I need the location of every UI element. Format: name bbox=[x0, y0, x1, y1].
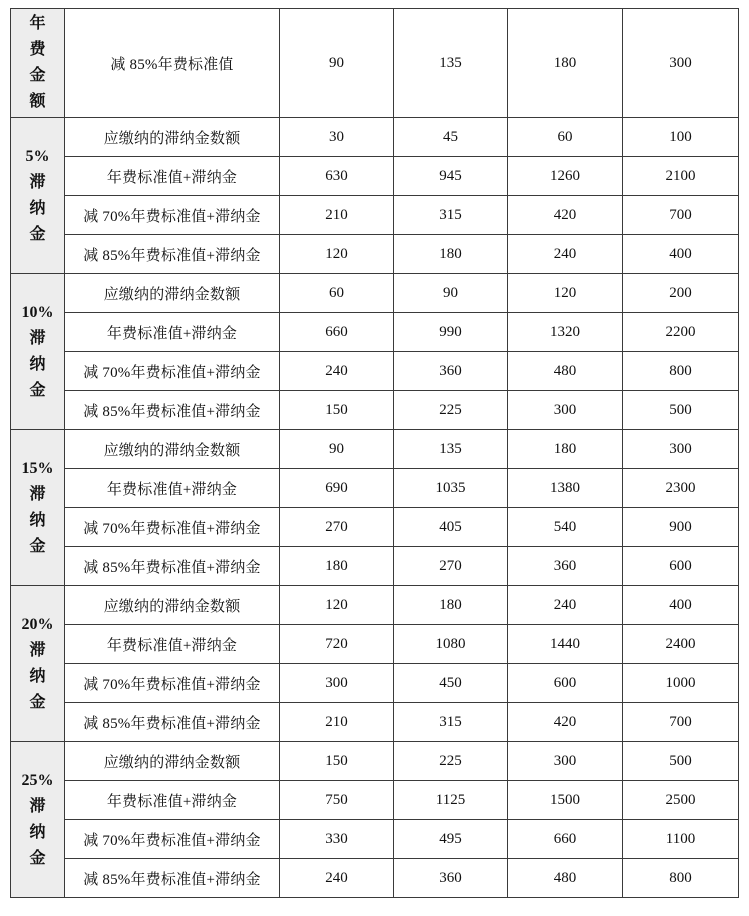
group-label-line: 纳 bbox=[29, 667, 46, 685]
value-cell: 150 bbox=[280, 391, 394, 430]
value-cell: 300 bbox=[280, 664, 394, 703]
value-cell: 630 bbox=[280, 157, 394, 196]
value-cell: 200 bbox=[623, 274, 739, 313]
group-label-line: 滞 bbox=[29, 485, 46, 503]
table-row bbox=[11, 352, 739, 391]
value-cell: 800 bbox=[623, 859, 739, 898]
value-cell: 450 bbox=[394, 664, 508, 703]
value-cell: 990 bbox=[394, 313, 508, 352]
row-label: 应缴纳的滞纳金数额 bbox=[65, 586, 280, 625]
value-cell: 420 bbox=[508, 196, 623, 235]
group-label-line: 滞 bbox=[29, 797, 46, 815]
row-label: 减 85%年费标准值+滞纳金 bbox=[65, 391, 280, 430]
group-label-line: 20% bbox=[21, 615, 54, 633]
value-cell: 1440 bbox=[508, 625, 623, 664]
table-row bbox=[11, 313, 739, 352]
value-cell: 180 bbox=[508, 9, 623, 118]
value-cell: 900 bbox=[623, 508, 739, 547]
value-cell: 660 bbox=[508, 820, 623, 859]
row-label: 年费标准值+滞纳金 bbox=[65, 781, 280, 820]
value-cell: 135 bbox=[394, 430, 508, 469]
table-row bbox=[11, 820, 739, 859]
value-cell: 1100 bbox=[623, 820, 739, 859]
value-cell: 495 bbox=[394, 820, 508, 859]
value-cell: 720 bbox=[280, 625, 394, 664]
value-cell: 690 bbox=[280, 469, 394, 508]
value-cell: 240 bbox=[508, 586, 623, 625]
group-label-line: 纳 bbox=[29, 199, 46, 217]
row-label: 年费标准值+滞纳金 bbox=[65, 313, 280, 352]
table-row bbox=[11, 859, 739, 898]
value-cell: 500 bbox=[623, 742, 739, 781]
fee-table bbox=[10, 8, 739, 898]
table-row bbox=[11, 664, 739, 703]
value-cell: 2100 bbox=[623, 157, 739, 196]
group-label-line: 5% bbox=[25, 147, 50, 165]
value-cell: 150 bbox=[280, 742, 394, 781]
value-cell: 300 bbox=[508, 742, 623, 781]
row-label: 应缴纳的滞纳金数额 bbox=[65, 274, 280, 313]
row-label: 减 70%年费标准值+滞纳金 bbox=[65, 508, 280, 547]
group-label-line: 纳 bbox=[29, 511, 46, 529]
value-cell: 800 bbox=[623, 352, 739, 391]
value-cell: 945 bbox=[394, 157, 508, 196]
value-cell: 60 bbox=[508, 118, 623, 157]
group-label-late-fee bbox=[11, 274, 65, 430]
value-cell: 180 bbox=[394, 586, 508, 625]
group-label-line: 金 bbox=[29, 381, 46, 399]
value-cell: 480 bbox=[508, 352, 623, 391]
value-cell: 225 bbox=[394, 391, 508, 430]
group-label-line: 15% bbox=[21, 459, 54, 477]
group-label-line: 金 bbox=[29, 225, 46, 243]
value-cell: 1080 bbox=[394, 625, 508, 664]
row-label: 应缴纳的滞纳金数额 bbox=[65, 118, 280, 157]
row-label: 减 85%年费标准值+滞纳金 bbox=[65, 703, 280, 742]
row-label: 减 70%年费标准值+滞纳金 bbox=[65, 664, 280, 703]
value-cell: 90 bbox=[394, 274, 508, 313]
value-cell: 600 bbox=[508, 664, 623, 703]
value-cell: 210 bbox=[280, 196, 394, 235]
value-cell: 300 bbox=[508, 391, 623, 430]
row-label: 年费标准值+滞纳金 bbox=[65, 469, 280, 508]
value-cell: 135 bbox=[394, 9, 508, 118]
value-cell: 100 bbox=[623, 118, 739, 157]
value-cell: 1035 bbox=[394, 469, 508, 508]
value-cell: 1260 bbox=[508, 157, 623, 196]
value-cell: 240 bbox=[508, 235, 623, 274]
group-label-line: 金 bbox=[29, 537, 46, 555]
value-cell: 360 bbox=[508, 547, 623, 586]
value-cell: 500 bbox=[623, 391, 739, 430]
value-cell: 2500 bbox=[623, 781, 739, 820]
value-cell: 240 bbox=[280, 859, 394, 898]
value-cell: 300 bbox=[623, 430, 739, 469]
table-body bbox=[11, 9, 739, 898]
table-row bbox=[11, 469, 739, 508]
value-cell: 1500 bbox=[508, 781, 623, 820]
row-label: 年费标准值+滞纳金 bbox=[65, 625, 280, 664]
group-label-line: 滞 bbox=[29, 641, 46, 659]
table-row bbox=[11, 196, 739, 235]
table-row bbox=[11, 625, 739, 664]
value-cell: 90 bbox=[280, 430, 394, 469]
value-cell: 2300 bbox=[623, 469, 739, 508]
table-row bbox=[11, 118, 739, 157]
value-cell: 180 bbox=[508, 430, 623, 469]
row-label: 减 85%年费标准值+滞纳金 bbox=[65, 235, 280, 274]
value-cell: 270 bbox=[394, 547, 508, 586]
table-row bbox=[11, 430, 739, 469]
group-label-line: 额 bbox=[29, 93, 46, 110]
group-label-line: 金 bbox=[29, 67, 46, 84]
row-label: 减 70%年费标准值+滞纳金 bbox=[65, 820, 280, 859]
table-row bbox=[11, 508, 739, 547]
value-cell: 360 bbox=[394, 859, 508, 898]
value-cell: 1000 bbox=[623, 664, 739, 703]
group-label-line: 10% bbox=[21, 303, 54, 321]
group-label-line: 纳 bbox=[29, 823, 46, 841]
group-label-line: 费 bbox=[29, 41, 46, 58]
group-label-annual-fee bbox=[11, 9, 65, 118]
group-label-late-fee bbox=[11, 430, 65, 586]
row-label: 减 85%年费标准值+滞纳金 bbox=[65, 859, 280, 898]
value-cell: 400 bbox=[623, 235, 739, 274]
group-label-late-fee bbox=[11, 742, 65, 898]
row-label: 应缴纳的滞纳金数额 bbox=[65, 742, 280, 781]
group-label-line: 滞 bbox=[29, 173, 46, 191]
table-row bbox=[11, 157, 739, 196]
row-label: 减 85%年费标准值 bbox=[65, 9, 280, 118]
value-cell: 405 bbox=[394, 508, 508, 547]
value-cell: 750 bbox=[280, 781, 394, 820]
value-cell: 315 bbox=[394, 703, 508, 742]
value-cell: 90 bbox=[280, 9, 394, 118]
table-row bbox=[11, 586, 739, 625]
group-label-line: 25% bbox=[21, 771, 54, 789]
group-label-line: 滞 bbox=[29, 329, 46, 347]
value-cell: 330 bbox=[280, 820, 394, 859]
value-cell: 240 bbox=[280, 352, 394, 391]
table-row bbox=[11, 391, 739, 430]
table-row bbox=[11, 703, 739, 742]
group-label-line: 金 bbox=[29, 849, 46, 867]
table-row bbox=[11, 274, 739, 313]
table-row bbox=[11, 235, 739, 274]
value-cell: 1125 bbox=[394, 781, 508, 820]
value-cell: 180 bbox=[394, 235, 508, 274]
group-label-line: 年 bbox=[29, 15, 46, 32]
value-cell: 30 bbox=[280, 118, 394, 157]
value-cell: 480 bbox=[508, 859, 623, 898]
value-cell: 45 bbox=[394, 118, 508, 157]
value-cell: 120 bbox=[508, 274, 623, 313]
value-cell: 360 bbox=[394, 352, 508, 391]
value-cell: 60 bbox=[280, 274, 394, 313]
value-cell: 400 bbox=[623, 586, 739, 625]
value-cell: 210 bbox=[280, 703, 394, 742]
row-label: 年费标准值+滞纳金 bbox=[65, 157, 280, 196]
value-cell: 540 bbox=[508, 508, 623, 547]
value-cell: 120 bbox=[280, 586, 394, 625]
value-cell: 600 bbox=[623, 547, 739, 586]
value-cell: 180 bbox=[280, 547, 394, 586]
table-row bbox=[11, 742, 739, 781]
row-label: 减 85%年费标准值+滞纳金 bbox=[65, 547, 280, 586]
value-cell: 660 bbox=[280, 313, 394, 352]
table-row bbox=[11, 9, 739, 118]
value-cell: 2400 bbox=[623, 625, 739, 664]
value-cell: 120 bbox=[280, 235, 394, 274]
row-label: 应缴纳的滞纳金数额 bbox=[65, 430, 280, 469]
table-row bbox=[11, 781, 739, 820]
group-label-late-fee bbox=[11, 118, 65, 274]
row-label: 减 70%年费标准值+滞纳金 bbox=[65, 352, 280, 391]
value-cell: 1380 bbox=[508, 469, 623, 508]
row-label: 减 70%年费标准值+滞纳金 bbox=[65, 196, 280, 235]
group-label-line: 纳 bbox=[29, 355, 46, 373]
value-cell: 270 bbox=[280, 508, 394, 547]
group-label-line: 金 bbox=[29, 693, 46, 711]
value-cell: 1320 bbox=[508, 313, 623, 352]
value-cell: 225 bbox=[394, 742, 508, 781]
value-cell: 700 bbox=[623, 196, 739, 235]
group-label-late-fee bbox=[11, 586, 65, 742]
value-cell: 315 bbox=[394, 196, 508, 235]
value-cell: 420 bbox=[508, 703, 623, 742]
value-cell: 700 bbox=[623, 703, 739, 742]
table-row bbox=[11, 547, 739, 586]
value-cell: 300 bbox=[623, 9, 739, 118]
value-cell: 2200 bbox=[623, 313, 739, 352]
